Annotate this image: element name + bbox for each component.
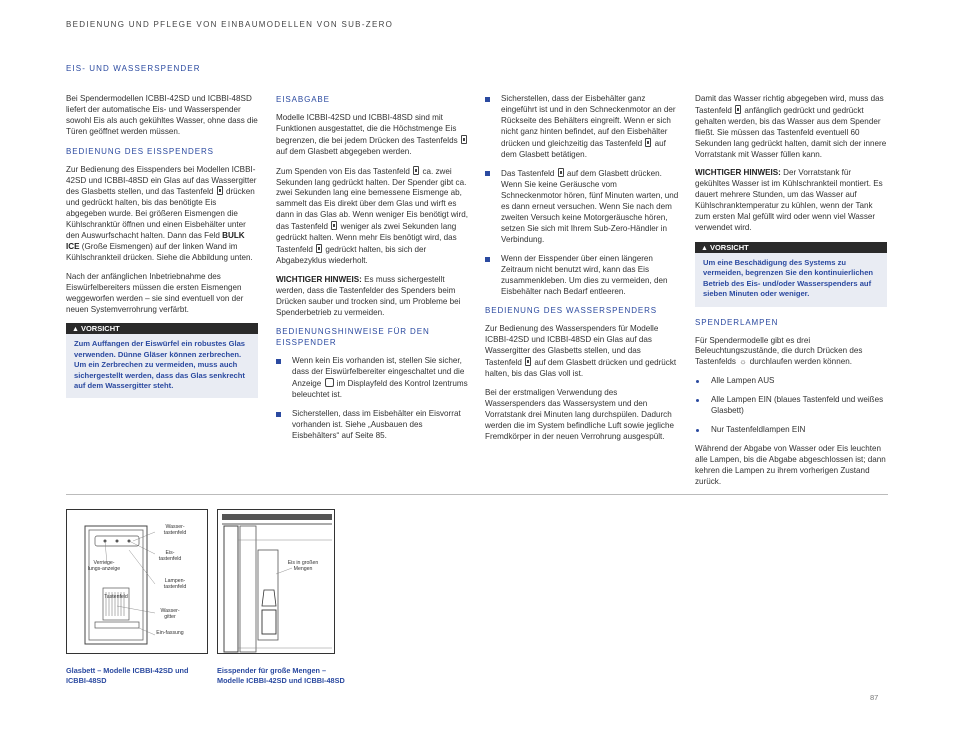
paragraph-lampen: Für Spendermodelle gibt es drei Beleuchtungszustände, die durch Drücken des Tastenfelds ☼ durchlaufen werden können. [695,335,863,367]
label-eis-in-grossen-mengen: Eis in großen Mengen [287,560,319,572]
important-note-water: WICHTIGER HINWEIS: Der Vorratstank für gekühltes Wasser ist im Kühlschrankteil montiert. Es dauert mehrere Stunden, um das Wasser auf Kühlschranktemperatur zu kühlen, wenn der Tank zum ersten Mal gefüllt wird oder wenn viel Wasser verwendet wird. [695,168,883,232]
heading-eisabgabe: EISABGABE [276,95,330,104]
heading-wasserspender: BEDIENUNG DES WASSERSPENDERS [485,306,658,316]
heading-bedienung-eisspender: BEDIENUNG DES EISSPENDERS [66,146,214,156]
figure-1-caption: Glasbett – Modelle ICBBI-42SD und ICBBI-48SD [66,666,189,685]
bulk-ice-illustration [218,510,335,654]
label-wassergitter: Wasser-gitter [160,608,180,620]
page-header: BEDIENUNG UND PFLEGE VON EINBAUMODELLEN VON SUB-ZERO [66,20,394,29]
paragraph-eisabgabe-1: Modelle ICBBI-42SD und ICBBI-48SD sind mit Funktionen ausgestattet, die die Höchstmenge Eis begrenzen, die bei jedem Drücken des Tastenfelds auf dem Glasbett abgegeben werden. [276,113,470,158]
page-number: 87 [870,693,879,702]
ice-maker-indicator-icon [325,378,334,387]
water-keypad-icon [525,357,531,366]
column-1 [66,94,258,408]
warning-icon: ▲ [72,326,79,334]
column-3 [485,94,679,450]
figure-bulk-ice [217,509,335,654]
ice-keypad-icon [461,135,467,144]
list-item: Alle Lampen EIN (blaues Tastenfeld und weißes Glasbett) [695,395,887,417]
caution-header: ▲ VORSICHT [66,323,258,334]
list-item: Sicherstellen, dass im Eisbehälter ein Eisvorrat vorhanden ist. Siehe „Ausbauen des Eisbehälters“ auf Seite 85. [276,409,470,442]
column-2 [276,94,470,450]
intro-paragraph: Bei Spendermodellen ICBBI-42SD und ICBBI-48SD liefert der automatische Eis- und Wasserspender sowohl Eis als auch gekühltes Wasser, ohne dass die Türen geöffnet werden müssen. [66,94,258,136]
section-title: EIS- UND WASSERSPENDER [66,64,201,73]
caution-box-glass [66,323,258,398]
paragraph-wasserspender-2: Bei der erstmaligen Verwendung des Wasserspenders das Wassersystem und den Vorratstank drei Minuten lang durchspülen. Dadurch werden die im System befindliche Luft sowie jegliche Fremdkörper in der neuen Verrohrung ausgespült. [485,387,674,441]
water-keypad-icon [735,105,741,114]
ice-keypad-icon [331,221,337,230]
list-item: Das Tastenfeld auf dem Glasbett drücken. Wenn Sie keine Geräusche vom Schneckenmotor hören, fünf Minuten warten, und es dann erneut versuchen. Wenn Sie nach dem zweiten Versuch keine Motorgeräusche hören, setzen Sie sich mit Ihrem Sub-Zero-Händler in Verbindung. [485,168,679,245]
hinweise-list [276,356,470,441]
label-verriegelungsanzeige: Verriege-lungs-anzeige [87,560,121,572]
paragraph-wasserspender-1: Zur Bedienung des Wasserspenders für Modelle ICBBI-42SD und ICBBI-48SD ein Glas auf das Wassergitter des Glasbetts stellen, und das Tastenfeld auf dem Glasbett drücken und gedrückt halten, bis das Glas voll ist. [485,324,677,379]
list-item: Sicherstellen, dass der Eisbehälter ganz eingeführt ist und in den Schneckenmotor an der Rückseite des Behälters eingreift. Wenn er sich nicht ganz hinten befindet, auf den Eisbehälter drücken und gleichzeitig das Tastenfeld auf dem Glasbett betätigen. [485,94,679,160]
label-eis-tastenfeld: Eis-tastenfeld [158,550,182,562]
paragraph-lampen-abgabe: Während der Abgabe von Wasser oder Eis leuchten alle Lampen, bis die Abgabe abgeschlossen ist; dann kehren die Lampen zu ihrem vorherigen Zustand zurück. [695,443,886,486]
ice-keypad-icon [558,168,564,177]
caution-header: ▲ VORSICHT [695,242,887,253]
list-item: Wenn der Eisspender über einen längeren Zeitraum nicht benutzt wird, kann das Eis zusammenkleben. Um dies zu vermeiden, den Eisbehälter nach Bedarf entleeren. [485,254,679,298]
light-keypad-icon: ☼ [739,357,747,367]
ice-keypad-icon [413,166,419,175]
important-note: WICHTIGER HINWEIS: Es muss sichergestellt werden, dass die Tastenfelder des Spenders beim Drücken sauber und trocken sind, um Probleme bei Spenderbetrieb zu vermeiden. [276,274,461,317]
list-item: Wenn kein Eis vorhanden ist, stellen Sie sicher, dass der Eiswürfelbereiter eingeschaltet und die Anzeige im Displayfeld des Kontrol lzentrums beleuchtet ist. [276,356,470,401]
list-item: Alle Lampen AUS [695,376,887,387]
ice-keypad-icon [645,138,651,147]
section-divider [66,494,888,495]
label-tastenfeld: Tastenfeld [104,594,128,600]
paragraph-eisabgabe-2: Zum Spenden von Eis das Tastenfeld ca. zwei Sekunden lang gedrückt halten. Der Spender gibt ca. zwei Sekunden lang eine bemessene Eismenge ab, sammelt das Eis direkt über dem Glas und wirft es dann in das Glas ab. Wenn weniger Eis benötigt wird, das Tastenfeld weniger als zwei Sekunden lang gedrückt halten. Wenn mehr Eis benötigt wird, das Tastenfeld gedrückt halten, bis sich der Abgabezyklus wiederholt. [276,166,468,265]
list-item: Nur Tastenfeldlampen EIN [695,425,887,436]
label-einfassung: Ein-fassung [156,630,184,636]
caution-box-system [695,242,887,307]
heading-bedienungshinweise: BEDIENUNGSHINWEISE FÜR DEN EISSPENDER [276,327,430,348]
bulk-ice-label: BULK ICE [66,231,245,251]
column-4 [695,94,887,495]
caution-text: Um eine Beschädigung des Systems zu vermeiden, begrenzen Sie den kontinuierlichen Betrieb des Eis- und/oder Wasserspenders auf sieben Minuten oder weniger. [703,257,874,299]
label-wasser-tastenfeld: Wasser-tastenfeld [163,524,187,536]
caution-text: Zum Auffangen der Eiswürfel ein robustes Glas verwenden. Dünne Gläser können zerbrechen. Um ein Zerbrechen zu vermeiden, muss auch sichergestellt werden, dass das Glas senkrecht auf dem Wassergitter steht. [74,339,246,391]
figure-2-caption: Eisspender für große Mengen – Modelle ICBBI-42SD und ICBBI-48SD [217,666,345,685]
hinweise-list-continued [485,94,679,297]
paragraph-inbetriebnahme: Nach der anfänglichen Inbetriebnahme des Eiswürfelbereiters müssen die ersten Eismengen weggeworfen werden – sie sind eventuell von der neuen Systemverrohrung verfärbt. [66,271,244,314]
warning-icon: ▲ [701,244,708,252]
ice-keypad-icon [316,244,322,253]
label-lampen-tastenfeld: Lampen-tastenfeld [163,578,187,590]
lampen-list [695,376,887,436]
heading-spenderlampen: SPENDERLAMPEN [695,317,779,327]
figure-glasbett [66,509,208,654]
ice-keypad-icon [217,186,223,195]
paragraph-wasser-abgabe: Damit das Wasser richtig abgegeben wird, muss das Tastenfeld anfänglich gedrückt und gedrückt gehalten werden, bis das Wasser aus dem Spender fließt. Sie müssen das Tastenfeld eventuell 60 Sekunden lang gedrückt halten, damit sich der innere Vorratstank mit Wasser füllen kann. [695,94,887,159]
paragraph-bedienung: Zur Bedienung des Eisspenders bei Modellen ICBBI-42SD und ICBBI-48SD ein Glas auf das Wassergitter des Glasbetts stellen, und das Tastenfeld drücken und gedrückt halten, bis das benötigte Eis abgegeben wurde. Bei größeren Eismengen die Kühlschranktür öffnen und einen Eisbehälter unter den Auswurfschacht halten. Dann das Feld BULK ICE (Große Eismengen) auf der linken Wand im Kühlschrankteil drücken. Siehe die Abbildung unten. [66,164,257,262]
